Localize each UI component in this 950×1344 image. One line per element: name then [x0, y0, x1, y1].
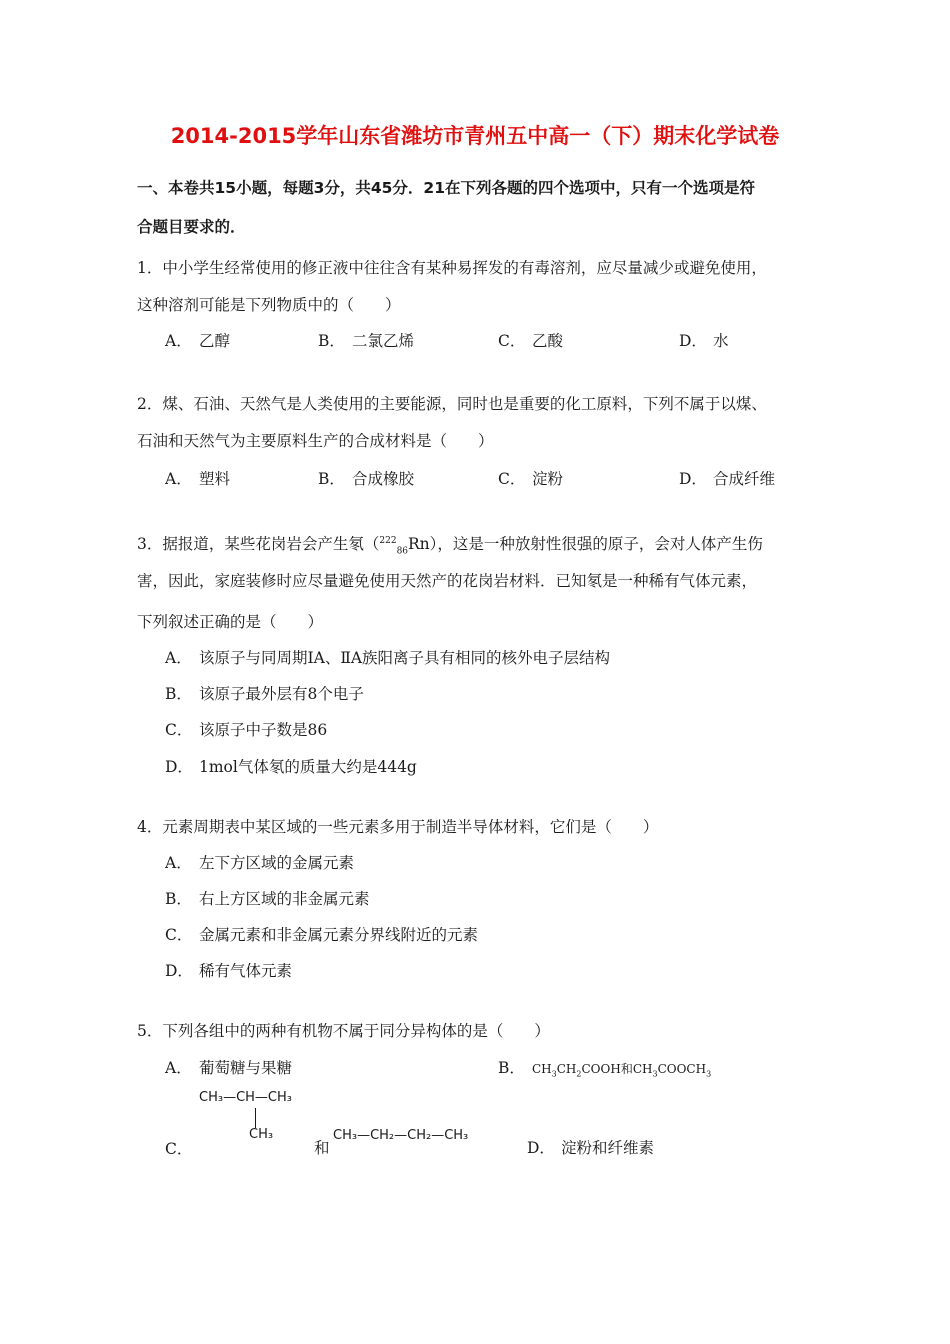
- q2-option-d: D． 合成纤维: [679, 470, 776, 488]
- q1-option-c: C． 乙酸: [498, 332, 564, 350]
- radon-atomic-number: 86: [396, 546, 409, 557]
- q1-option-a: A． 乙醇: [165, 332, 231, 350]
- q3-option-b: B． 该原子最外层有8个电子: [165, 685, 364, 703]
- q3-option-d: D． 1mol气体氡的质量大约是444g: [165, 758, 417, 776]
- q1-stem-line2: 这种溶剂可能是下列物质中的（ ）: [137, 296, 401, 314]
- q5-option-b: B． $CH_3CH_2COOH$和$CH_3COOCH_3$: [498, 1059, 712, 1079]
- q5-option-c: C．: [165, 1140, 193, 1158]
- q2-option-a: A． 塑料: [165, 470, 231, 488]
- q5-option-a: A． 葡萄糖与果糖: [165, 1059, 293, 1077]
- butane-structure: CH₃—CH₂—CH₂—CH₃: [333, 1128, 469, 1143]
- q5-option-c-and: 和: [314, 1139, 330, 1157]
- q5-stem: 5．下列各组中的两种有机物不属于同分异构体的是（ ）: [137, 1022, 550, 1040]
- q2-option-c: C． 淀粉: [498, 470, 564, 488]
- q3-stem-line3: 下列叙述正确的是（ ）: [137, 613, 324, 631]
- q3-stem-line2: 害，因此，家庭装修时应尽量避免使用天然产的花岗岩材料．已知氡是一种稀有气体元素，: [137, 572, 758, 590]
- radon-mass-number: 222: [379, 536, 397, 546]
- q4-option-c: C． 金属元素和非金属元素分界线附近的元素: [165, 926, 479, 944]
- q1-stem-line1: 1．中小学生经常使用的修正液中往往含有某种易挥发的有毒溶剂，应尽量减少或避免使用，: [137, 259, 767, 277]
- section-heading-line1: 一、本卷共15小题，每题3分，共45分．21在下列各题的四个选项中，只有一个选项是符: [137, 179, 755, 197]
- isobutane-branch-bond: [255, 1108, 256, 1128]
- q1-option-b: B． 二氯乙烯: [318, 332, 415, 350]
- q4-option-d: D． 稀有气体元素: [165, 962, 293, 980]
- q5-option-d: D． 淀粉和纤维素: [527, 1139, 655, 1157]
- q4-stem: 4．元素周期表中某区域的一些元素多用于制造半导体材料，它们是（ ）: [137, 818, 659, 836]
- section-heading-line2: 合题目要求的．: [137, 218, 246, 236]
- q4-option-b: B． 右上方区域的非金属元素: [165, 890, 370, 908]
- q5-option-b-formula: $CH_3CH_2COOH$和$CH_3COOCH_3$: [532, 1062, 712, 1079]
- q2-stem-line1: 2．煤、石油、天然气是人类使用的主要能源，同时也是重要的化工原料，下列不属于以煤、: [137, 395, 767, 413]
- q3-stem-line1: 3．据报道，某些花岗岩会产生氡（$^{222}_{86}$Rn），这是一种放射性很强的原子，会对人体产生伤: [137, 535, 763, 557]
- q1-option-d: D． 水: [679, 332, 729, 350]
- exam-title: 2014-2015学年山东省潍坊市青州五中高一（下）期末化学试卷: [170, 124, 780, 148]
- radon-symbol: Rn: [408, 535, 430, 554]
- q3-option-a: A． 该原子与同周期ⅠA、ⅡA族阳离子具有相同的核外电子层结构: [165, 649, 611, 667]
- q4-option-a: A． 左下方区域的金属元素: [165, 854, 355, 872]
- isobutane-main-chain: CH₃—CH—CH₃: [199, 1090, 292, 1105]
- q2-stem-line2: 石油和天然气为主要原料生产的合成材料是（ ）: [137, 432, 494, 450]
- isobutane-branch-methyl: CH₃: [249, 1127, 274, 1142]
- q3-option-c: C． 该原子中子数是86: [165, 721, 328, 739]
- q2-option-b: B． 合成橡胶: [318, 470, 415, 488]
